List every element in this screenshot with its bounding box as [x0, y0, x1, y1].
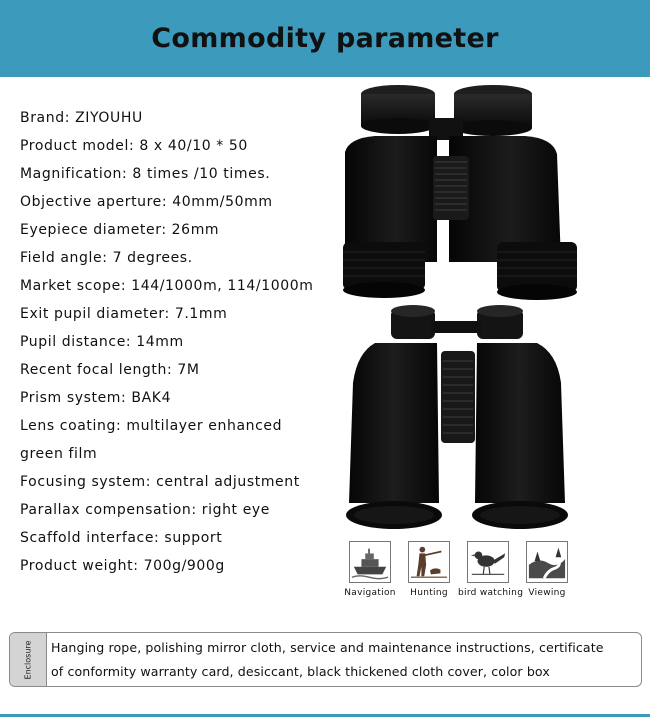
usage-label-bird-watching: bird watching	[458, 588, 524, 598]
enclosure-line-1: Hanging rope, polishing mirror cloth, service and maintenance instructions, certificate	[51, 640, 604, 655]
usage-viewing	[517, 541, 577, 598]
enclosure-tab	[10, 633, 47, 686]
bird-icon	[467, 541, 509, 583]
enclosure-line-2: of conformity warranty card, desiccant, black thickened cloth cover, color box	[51, 664, 550, 679]
header-banner	[0, 0, 650, 77]
usage-label-navigation: Navigation	[344, 588, 396, 598]
param-prism-system: Prism system: BAK4	[20, 390, 172, 406]
param-pupil-distance: Pupil distance: 14mm	[20, 334, 184, 350]
param-field-angle: Field angle: 7 degrees.	[20, 250, 193, 266]
usage-label-viewing: Viewing	[528, 588, 566, 598]
binoculars-photo-bottom	[325, 303, 590, 539]
page-title: Commodity parameter	[151, 23, 499, 54]
usage-label-hunting: Hunting	[410, 588, 448, 598]
usage-bird-watching	[458, 541, 524, 598]
binoculars-bottom-illustration	[325, 303, 590, 539]
param-eyepiece-diameter: Eyepiece diameter: 26mm	[20, 222, 220, 238]
binoculars-photo-top	[325, 82, 590, 304]
param-brand: Brand: ZIYOUHU	[20, 110, 143, 126]
param-exit-pupil: Exit pupil diameter: 7.1mm	[20, 306, 228, 322]
usage-navigation	[340, 541, 400, 598]
usage-scenarios	[340, 541, 580, 605]
param-scaffold: Scaffold interface: support	[20, 530, 223, 546]
param-weight: Product weight: 700g/900g	[20, 558, 225, 574]
param-magnification: Magnification: 8 times /10 times.	[20, 166, 271, 182]
param-lens-coating-cont: green film	[20, 446, 98, 462]
param-product-model: Product model: 8 x 40/10 * 50	[20, 138, 248, 154]
ship-icon	[349, 541, 391, 583]
parameter-list	[20, 104, 340, 580]
hunter-icon	[408, 541, 450, 583]
param-focusing-system: Focusing system: central adjustment	[20, 474, 300, 490]
enclosure-contents	[51, 636, 643, 684]
param-parallax: Parallax compensation: right eye	[20, 502, 271, 518]
param-objective-aperture: Objective aperture: 40mm/50mm	[20, 194, 273, 210]
enclosure-tab-label: Enclosure	[23, 640, 33, 680]
landscape-icon	[526, 541, 568, 583]
param-market-scope: Market scope: 144/1000m, 114/1000m	[20, 278, 314, 294]
param-lens-coating: Lens coating: multilayer enhanced	[20, 418, 283, 434]
enclosure-box	[9, 632, 642, 687]
binoculars-top-illustration	[325, 82, 590, 304]
param-focal-length: Recent focal length: 7M	[20, 362, 200, 378]
usage-hunting	[399, 541, 459, 598]
